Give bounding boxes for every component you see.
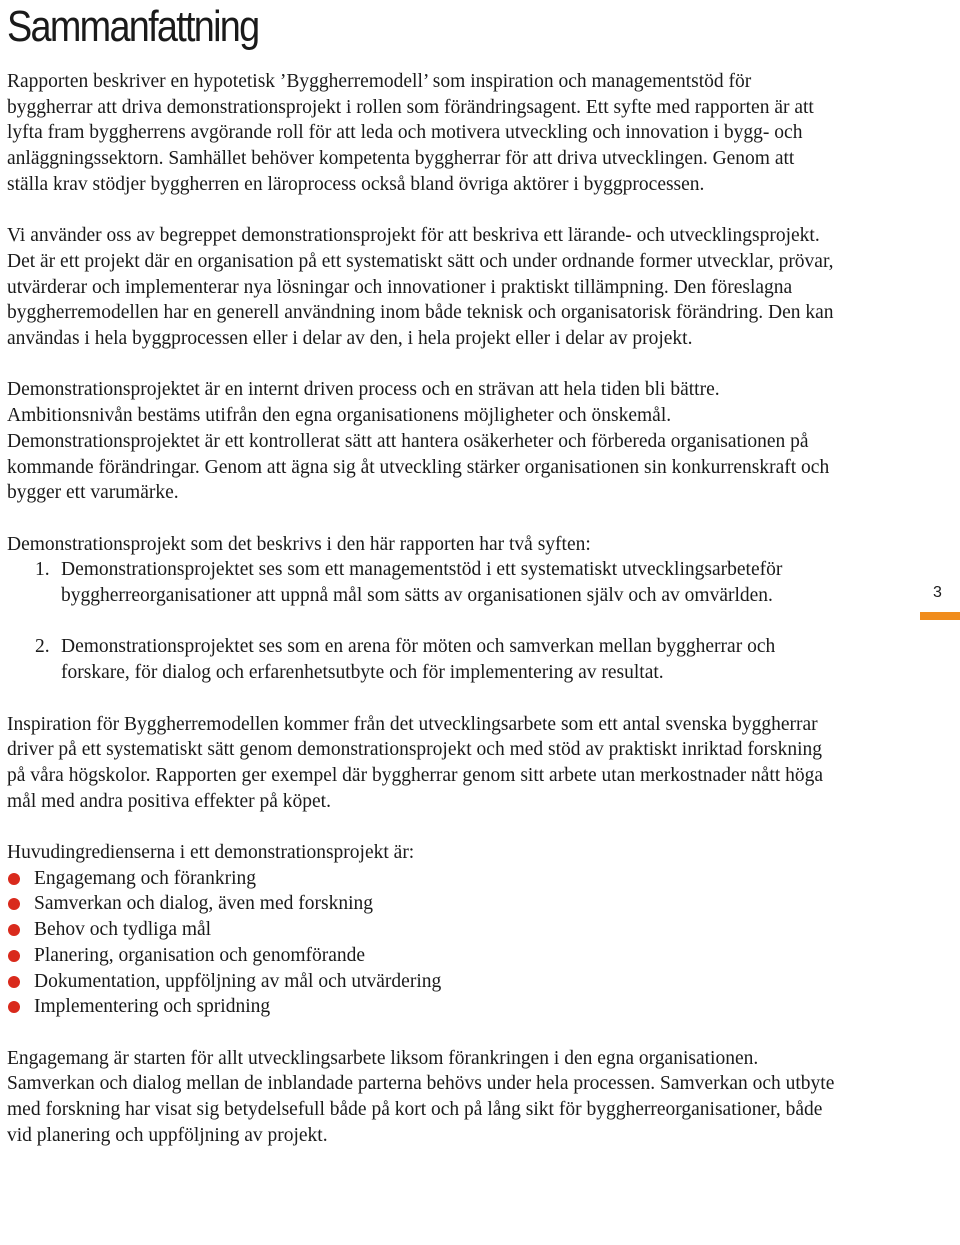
list-item (7, 994, 837, 1020)
process-paragraph: Demonstrationsprojektet är en internt driven process och en strävan att hela tiden bli bättre. Ambitionsnivån bestäms utifrån den egna organisationens möjligheter och önskemål. Demonstrationsprojektet är ett kontrollerat sätt att hantera osäkerheter och förbereda organisationen på kommande förändringar. Genom att ägna sig åt utveckling stärker organisationen sin konkurrenskraft och bygger ett varumärke. (7, 379, 830, 504)
ingredients-intro: Huvudingredienserna i ett demonstrationsprojekt är: (7, 842, 415, 863)
list-item-text: Planering, organisation och genomförande (34, 944, 366, 966)
list-item-text: Behov och tydliga mål (34, 919, 212, 941)
list-item (7, 969, 837, 995)
list-item-number: 1. (35, 559, 50, 581)
list-item-text: Demonstrationsprojektet ses som ett managementstöd i ett systematiskt utvecklingsarbeteför byggherreorganisationer att uppnå mål som sätts av organisationen själv och av omvärlden. (61, 559, 783, 607)
bullet-icon (8, 898, 20, 910)
list-item-number: 2. (35, 636, 50, 658)
bullet-icon (8, 1001, 20, 1013)
ingredients-list (7, 866, 837, 1020)
bullet-icon (8, 924, 20, 936)
definition-paragraph: Vi använder oss av begreppet demonstrationsprojekt för att beskriva ett lärande- och utvecklingsprojekt. Det är ett projekt där en organisation på ett systematiskt sätt och under ordnande former utvecklar, prövar, utvärderar och implementerar nya lösningar och innovationer i praktiskt tillämpning. Den föreslagna byggherremodellen har en generell användning inom både teknisk och organisatorisk förändring. Den kan användas i hela byggprocessen eller i delar av den, i hela projekt eller i delar av projekt. (7, 225, 834, 350)
inspiration-paragraph: Inspiration för Byggherremodellen kommer från det utvecklingsarbete som ett antal svenska byggherrar driver på ett systematiskt sätt genom demonstrationsprojekt och med stöd av praktiskt inriktad forskning på våra högskolor. Rapporten ger exempel där byggherrar genom sitt arbete utan merkostnader nått höga mål med andra positiva effekter på köpet. (7, 713, 824, 812)
purposes-list (7, 557, 837, 686)
intro-paragraph: Rapporten beskriver en hypotetisk ’Byggherremodell’ som inspiration och managementstöd för byggherrar att driva demonstrationsprojekt i rollen som förändringsagent. Ett syfte med rapporten är att lyfta fram byggherrens avgörande roll för att leda och motivera utveckling och innovation i bygg- och anläggningssektorn. Samhället behöver kompetenta byggherrar för att driva utvecklingen. Genom att ställa krav stödjer byggherren en läroprocess också bland övriga aktörer i byggprocessen. (7, 71, 814, 195)
list-item-text: Samverkan och dialog, även med forskning (34, 893, 373, 915)
list-item-text: Engagemang och förankring (34, 867, 257, 889)
list-item (7, 891, 837, 917)
list-item-text: Demonstrationsprojektet ses som en arena för möten och samverkan mellan byggherrar och forskare, för dialog och erfarenhetsutbyte och för implementering av resultat. (61, 636, 776, 684)
purposes-intro: Demonstrationsprojekt som det beskrivs i den här rapporten har två syften: (7, 533, 591, 555)
page-marker-bar (920, 612, 960, 620)
list-item (7, 557, 837, 608)
bullet-icon (8, 873, 20, 885)
bullet-icon (8, 976, 20, 988)
page-title: Sammanfattning (7, 2, 259, 51)
list-item (7, 917, 837, 943)
list-item (7, 943, 837, 969)
closing-paragraph: Engagemang är starten för allt utvecklingsarbete liksom förankringen i den egna organisationen. Samverkan och dialog mellan de inblandade parterna behövs under hela processen. Samverkan och utbyte med forskning har visat sig betydelsefull både på kort och på lång sikt för byggherreorganisationer, både vid planering och uppföljning av projekt. (7, 1047, 835, 1146)
list-item-text: Implementering och spridning (34, 996, 271, 1018)
list-item (7, 634, 837, 685)
list-item (7, 866, 837, 892)
bullet-icon (8, 950, 20, 962)
page-number: 3 (933, 584, 942, 601)
list-item-text: Dokumentation, uppföljning av mål och utvärdering (34, 970, 442, 992)
summary-body (7, 69, 837, 1174)
